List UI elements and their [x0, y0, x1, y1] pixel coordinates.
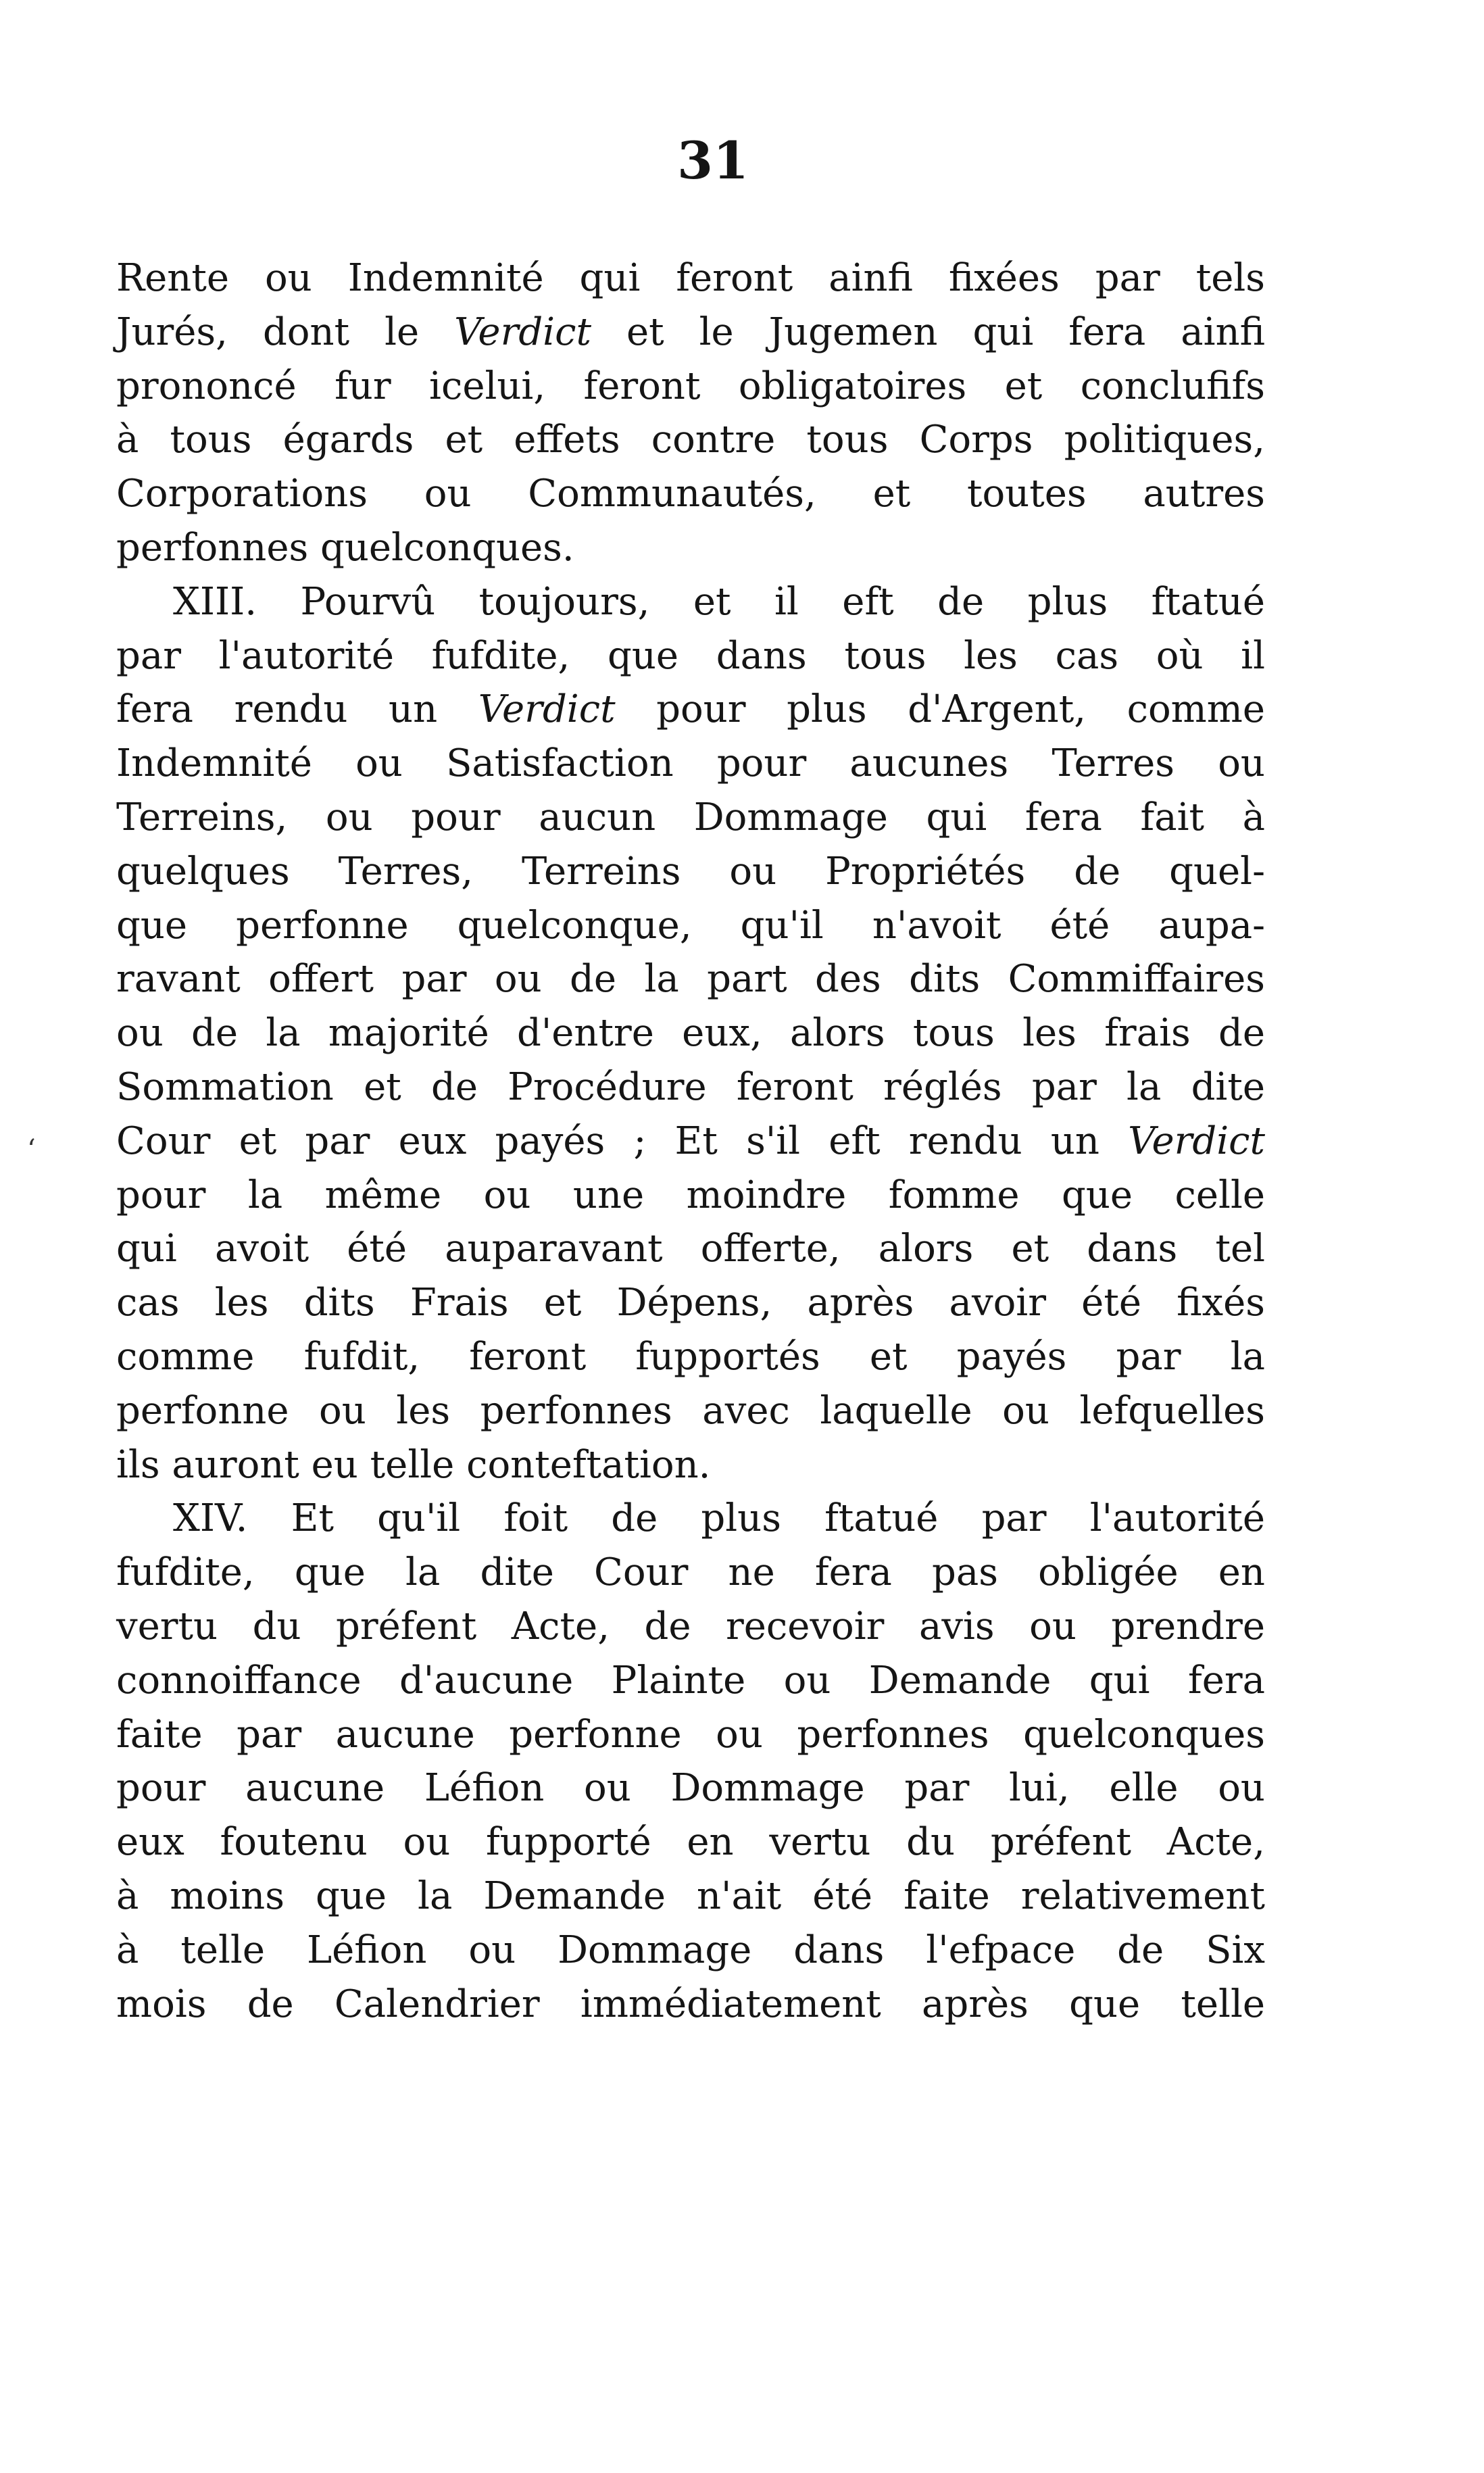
italic-term: Verdict [454, 310, 591, 354]
section-heading-line: XIV. Et qu'il foit de plus ftatué par l'autorité [173, 1496, 1265, 1541]
text-line: Sommation et de Procédure feront réglés par la dite [116, 1064, 1265, 1109]
text-line: que perfonne quelconque, qu'il n'avoit été aupa- [116, 903, 1265, 948]
body-text [116, 251, 1265, 2031]
text-line: ou de la majorité d'entre eux, alors tous les frais de [116, 1011, 1265, 1056]
text-line: à tous égards et effets contre tous Corps politiques, [116, 418, 1265, 462]
text-line: perfonne ou les perfonnes avec laquelle ou lefquelles [116, 1388, 1265, 1433]
text-line: mois de Calendrier immédiatement après que telle [116, 1982, 1265, 2026]
text-line: vertu du préfent Acte, de recevoir avis ou prendre [116, 1604, 1265, 1648]
text-line: Rente ou Indemnité qui feront ainfi fixées par tels [116, 256, 1265, 300]
text-line: par l'autorité fufdite, que dans tous les cas où il [116, 633, 1265, 678]
text-line: ravant offert par ou de la part des dits Commiffaires [116, 957, 1265, 1002]
text-line: ils auront eu telle conteftation. [116, 1442, 711, 1487]
text-line: qui avoit été auparavant offerte, alors et dans tel [116, 1227, 1265, 1271]
text-line: quelques Terres, Terreins ou Propriétés de quel- [116, 849, 1265, 893]
text-line: eux foutenu ou fupporté en vertu du préfent Acte, [116, 1820, 1265, 1865]
text-line: fera rendu un Verdict pour plus d'Argent, comme [116, 687, 1266, 732]
text-line: prononcé fur icelui, feront obligatoires et conclufifs [116, 364, 1265, 408]
text-line: à telle Léfion ou Dommage dans l'efpace de Six [116, 1928, 1265, 1972]
text-line: comme fufdit, feront fupportés et payés par la [116, 1334, 1265, 1379]
text-line: fufdite, que la dite Cour ne fera pas obligée en [116, 1550, 1265, 1595]
text-line: Jurés, dont le Verdict et le Jugemen qui fera ainfi [116, 310, 1265, 354]
text-line: Corporations ou Communautés, et toutes autres [116, 472, 1265, 516]
text-line: connoiffance d'aucune Plainte ou Demande qui fera [116, 1658, 1265, 1703]
page-number: 31 [677, 130, 749, 191]
section-heading-line: XIII. Pourvû toujours, et il eft de plus ftatué [173, 579, 1265, 624]
margin-mark: ‘ [27, 1134, 36, 1165]
text-line: Terreins, ou pour aucun Dommage qui fera fait à [116, 795, 1265, 839]
text-line: Cour et par eux payés ; Et s'il eft rendu un Verdict [116, 1119, 1265, 1163]
text-line: à moins que la Demande n'ait été faite relativement [116, 1874, 1265, 1918]
text-line: perfonnes quelconques. [116, 525, 574, 570]
text-line: pour aucune Léfion ou Dommage par lui, elle ou [116, 1766, 1265, 1811]
text-line: pour la même ou une moindre fomme que celle [116, 1173, 1265, 1217]
text-line: cas les dits Frais et Dépens, après avoir été fixés [116, 1281, 1265, 1325]
italic-term: Verdict [1128, 1119, 1265, 1163]
text-line: faite par aucune perfonne ou perfonnes quelconques [116, 1712, 1265, 1757]
text-line: Indemnité ou Satisfaction pour aucunes Terres ou [116, 741, 1265, 786]
italic-term: Verdict [478, 687, 616, 732]
